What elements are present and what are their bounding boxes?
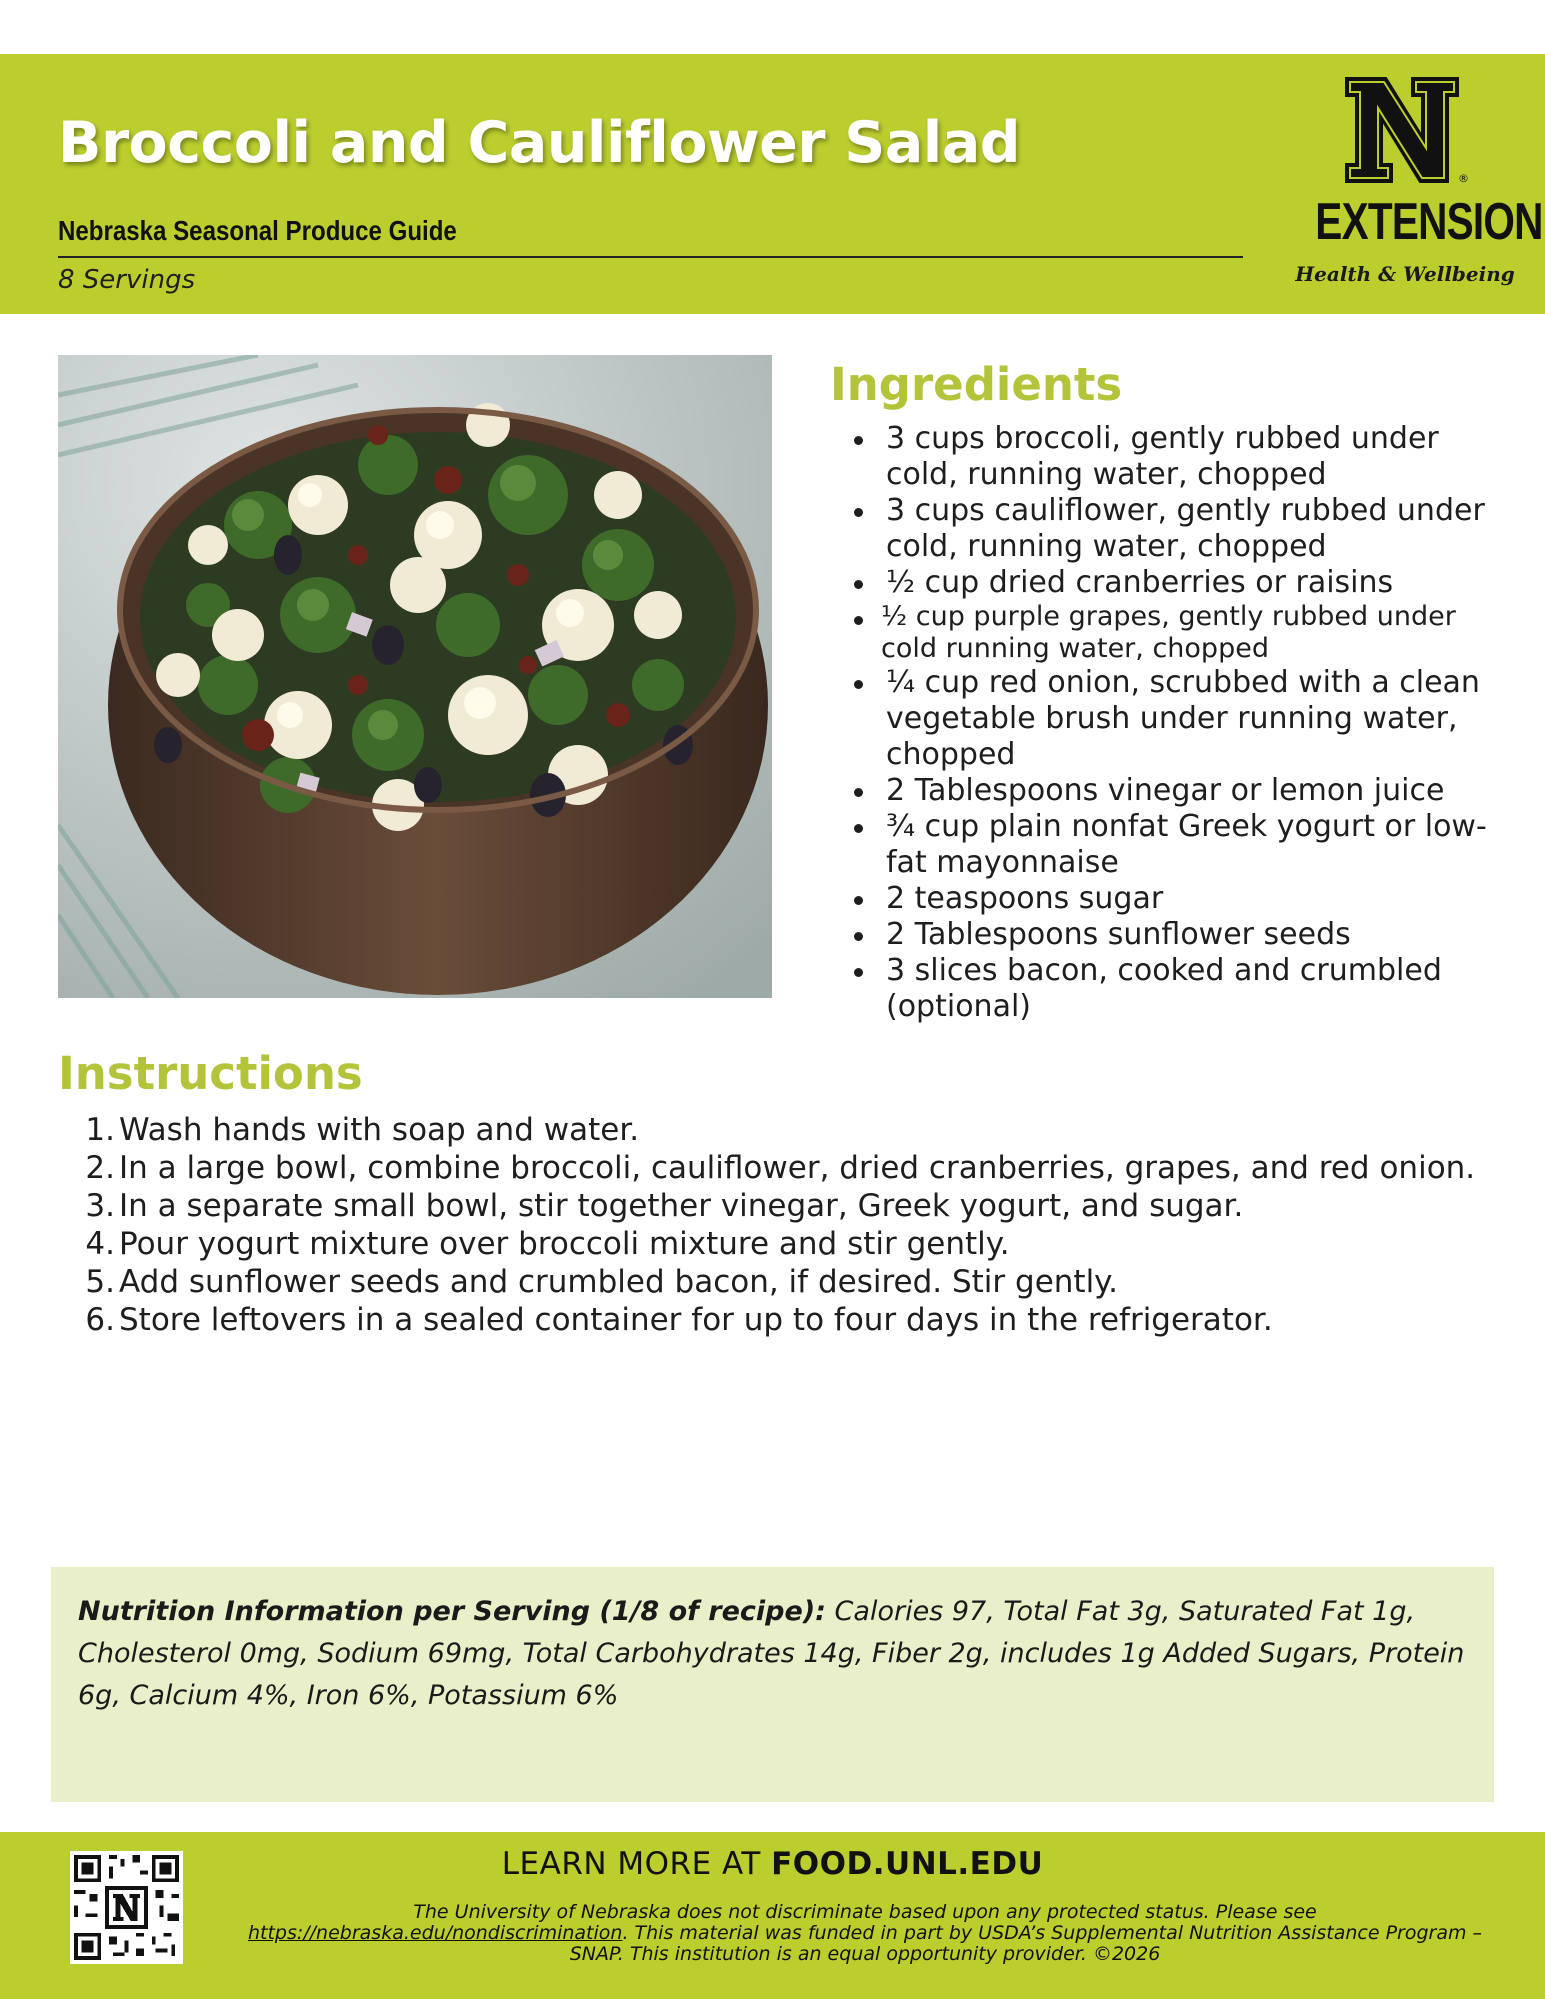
step-text: In a separate small bowl, stir together vinegar, Greek yogurt, and sugar. bbox=[119, 1188, 1244, 1224]
step-number: 2. bbox=[85, 1150, 115, 1186]
step-text: Store leftovers in a sealed container for up to four days in the refrigerator. bbox=[119, 1302, 1273, 1338]
step-text: Add sunflower seeds and crumbled bacon, if desired. Stir gently. bbox=[119, 1264, 1118, 1300]
salad-photo bbox=[58, 355, 772, 998]
instruction-step bbox=[85, 1225, 1515, 1263]
ingredients-list bbox=[848, 421, 1508, 1025]
extension-logo bbox=[1290, 74, 1543, 296]
subtitle-divider bbox=[58, 256, 1243, 258]
learn-more-link[interactable]: FOOD.UNL.EDU bbox=[771, 1846, 1044, 1882]
registered-mark: ® bbox=[1458, 172, 1469, 185]
learn-more bbox=[0, 1846, 1545, 1882]
ingredient-item: 3 cups broccoli, gently rubbed under cold, running water, chopped bbox=[848, 421, 1508, 493]
ingredient-item: 2 Tablespoons vinegar or lemon juice bbox=[848, 773, 1508, 809]
ingredient-item: 3 slices bacon, cooked and crumbled (optional) bbox=[848, 953, 1508, 1025]
ingredient-item: ¼ cup red onion, scrubbed with a clean vegetable brush under running water, chopped bbox=[848, 665, 1508, 773]
learn-more-prefix: LEARN MORE AT bbox=[501, 1846, 772, 1882]
logo-tagline: Health & Wellbeing bbox=[1295, 262, 1515, 286]
step-number: 5. bbox=[85, 1264, 115, 1300]
step-text: Pour yogurt mixture over broccoli mixture and stir gently. bbox=[119, 1226, 1010, 1262]
servings-label: 8 Servings bbox=[58, 265, 196, 295]
nebraska-n-icon bbox=[1342, 74, 1462, 186]
ingredients-heading: Ingredients bbox=[830, 358, 1123, 411]
nutrition-label: Nutrition Information per Serving (1/8 of recipe): bbox=[78, 1596, 826, 1627]
ingredient-item: 2 teaspoons sugar bbox=[848, 881, 1508, 917]
step-number: 1. bbox=[85, 1112, 115, 1148]
nutrition-box bbox=[51, 1567, 1494, 1802]
guide-subtitle: Nebraska Seasonal Produce Guide bbox=[58, 215, 457, 246]
ingredient-item: 2 Tablespoons sunflower seeds bbox=[848, 917, 1508, 953]
instructions-heading: Instructions bbox=[58, 1047, 363, 1100]
step-number: 4. bbox=[85, 1226, 115, 1262]
instruction-step bbox=[85, 1111, 1515, 1149]
ingredient-item: ½ cup purple grapes, gently rubbed under cold running water, chopped bbox=[848, 601, 1508, 665]
ingredient-item: ¾ cup plain nonfat Greek yogurt or low-fat mayonnaise bbox=[848, 809, 1508, 881]
instruction-step bbox=[85, 1187, 1515, 1225]
instruction-step bbox=[85, 1149, 1515, 1187]
instruction-step bbox=[85, 1263, 1515, 1301]
nutrition-text bbox=[78, 1591, 1467, 1717]
disclaimer-text-2: . This material was funded in part by USDA’s Supplemental Nutrition Assistance Program – SNAP. This institution is an equal opportunity provider. ©2026 bbox=[569, 1922, 1483, 1965]
salad-bowl-image bbox=[58, 355, 772, 998]
logo-wordmark: EXTENSION bbox=[1315, 193, 1543, 251]
ingredient-item: ½ cup dried cranberries or raisins bbox=[848, 565, 1508, 601]
instructions-list bbox=[85, 1111, 1515, 1339]
disclaimer bbox=[240, 1902, 1490, 1965]
step-text: In a large bowl, combine broccoli, cauliflower, dried cranberries, grapes, and red onion. bbox=[119, 1150, 1476, 1186]
nutrition-values: Calories 97, Total Fat 3g, Saturated Fat 1g, Cholesterol 0mg, Sodium 69mg, Total Carbohydrates 14g, Fiber 2g, includes 1g Added Sugars, Protein 6g, Calcium 4%, Iron 6%, Potassium 6% bbox=[78, 1596, 1465, 1711]
step-number: 6. bbox=[85, 1302, 115, 1338]
disclaimer-text-1: The University of Nebraska does not discriminate based upon any protected status. Please see bbox=[413, 1901, 1317, 1923]
nondiscrimination-link[interactable]: https://nebraska.edu/nondiscrimination bbox=[247, 1922, 623, 1944]
step-number: 3. bbox=[85, 1188, 115, 1224]
step-text: Wash hands with soap and water. bbox=[119, 1112, 640, 1148]
instruction-step bbox=[85, 1301, 1515, 1339]
ingredient-item: 3 cups cauliflower, gently rubbed under cold, running water, chopped bbox=[848, 493, 1508, 565]
page-title: Broccoli and Cauliflower Salad bbox=[58, 110, 1021, 176]
